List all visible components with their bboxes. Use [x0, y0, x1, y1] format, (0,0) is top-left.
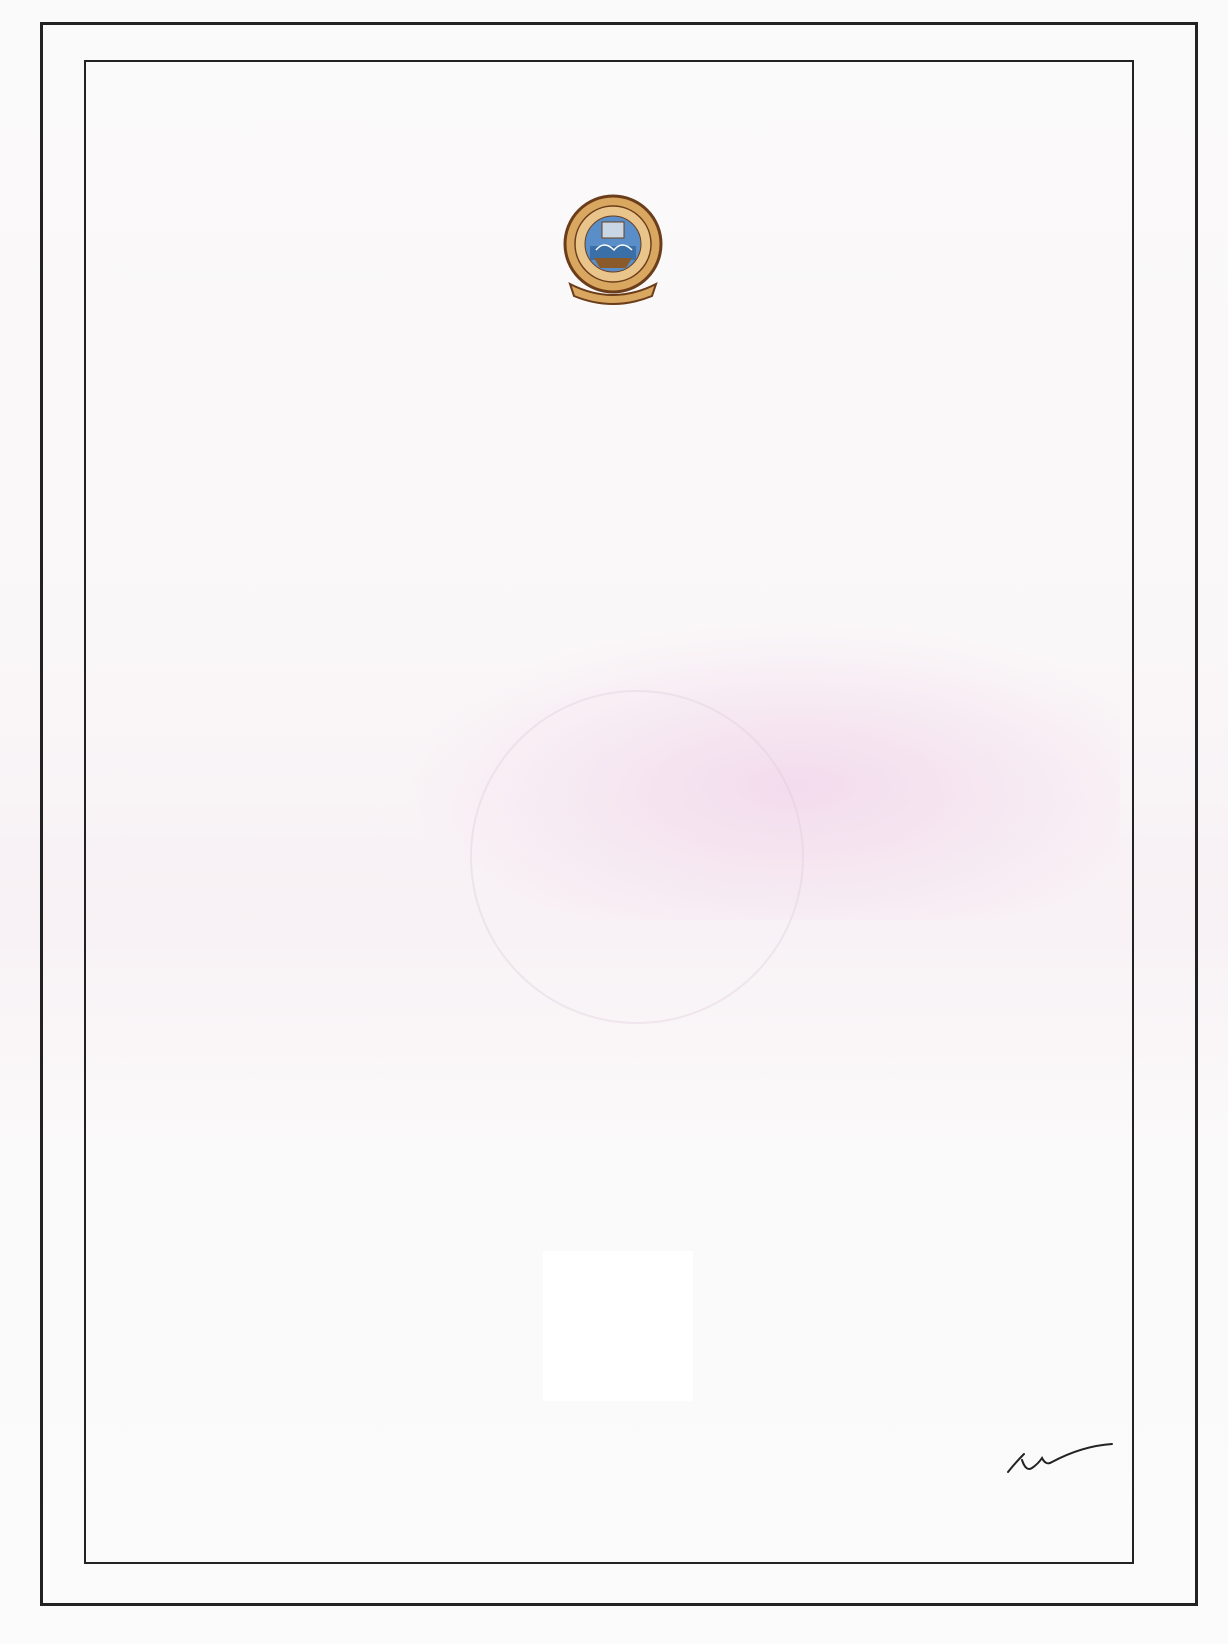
microtext-left [84, 70, 94, 1550]
chain-border-bottom [44, 1566, 1188, 1600]
board-seal-logo [552, 192, 674, 312]
controller-signature [1004, 1428, 1134, 1478]
microtext-bottom [88, 1546, 1128, 1556]
chain-border-top [44, 24, 1188, 58]
qr-code [543, 1251, 693, 1401]
chain-border-right [1146, 26, 1186, 1596]
chain-border-left [42, 26, 82, 1596]
microtext-right [1126, 70, 1136, 1550]
serial-number [128, 238, 138, 272]
microtext-top [88, 62, 1128, 72]
